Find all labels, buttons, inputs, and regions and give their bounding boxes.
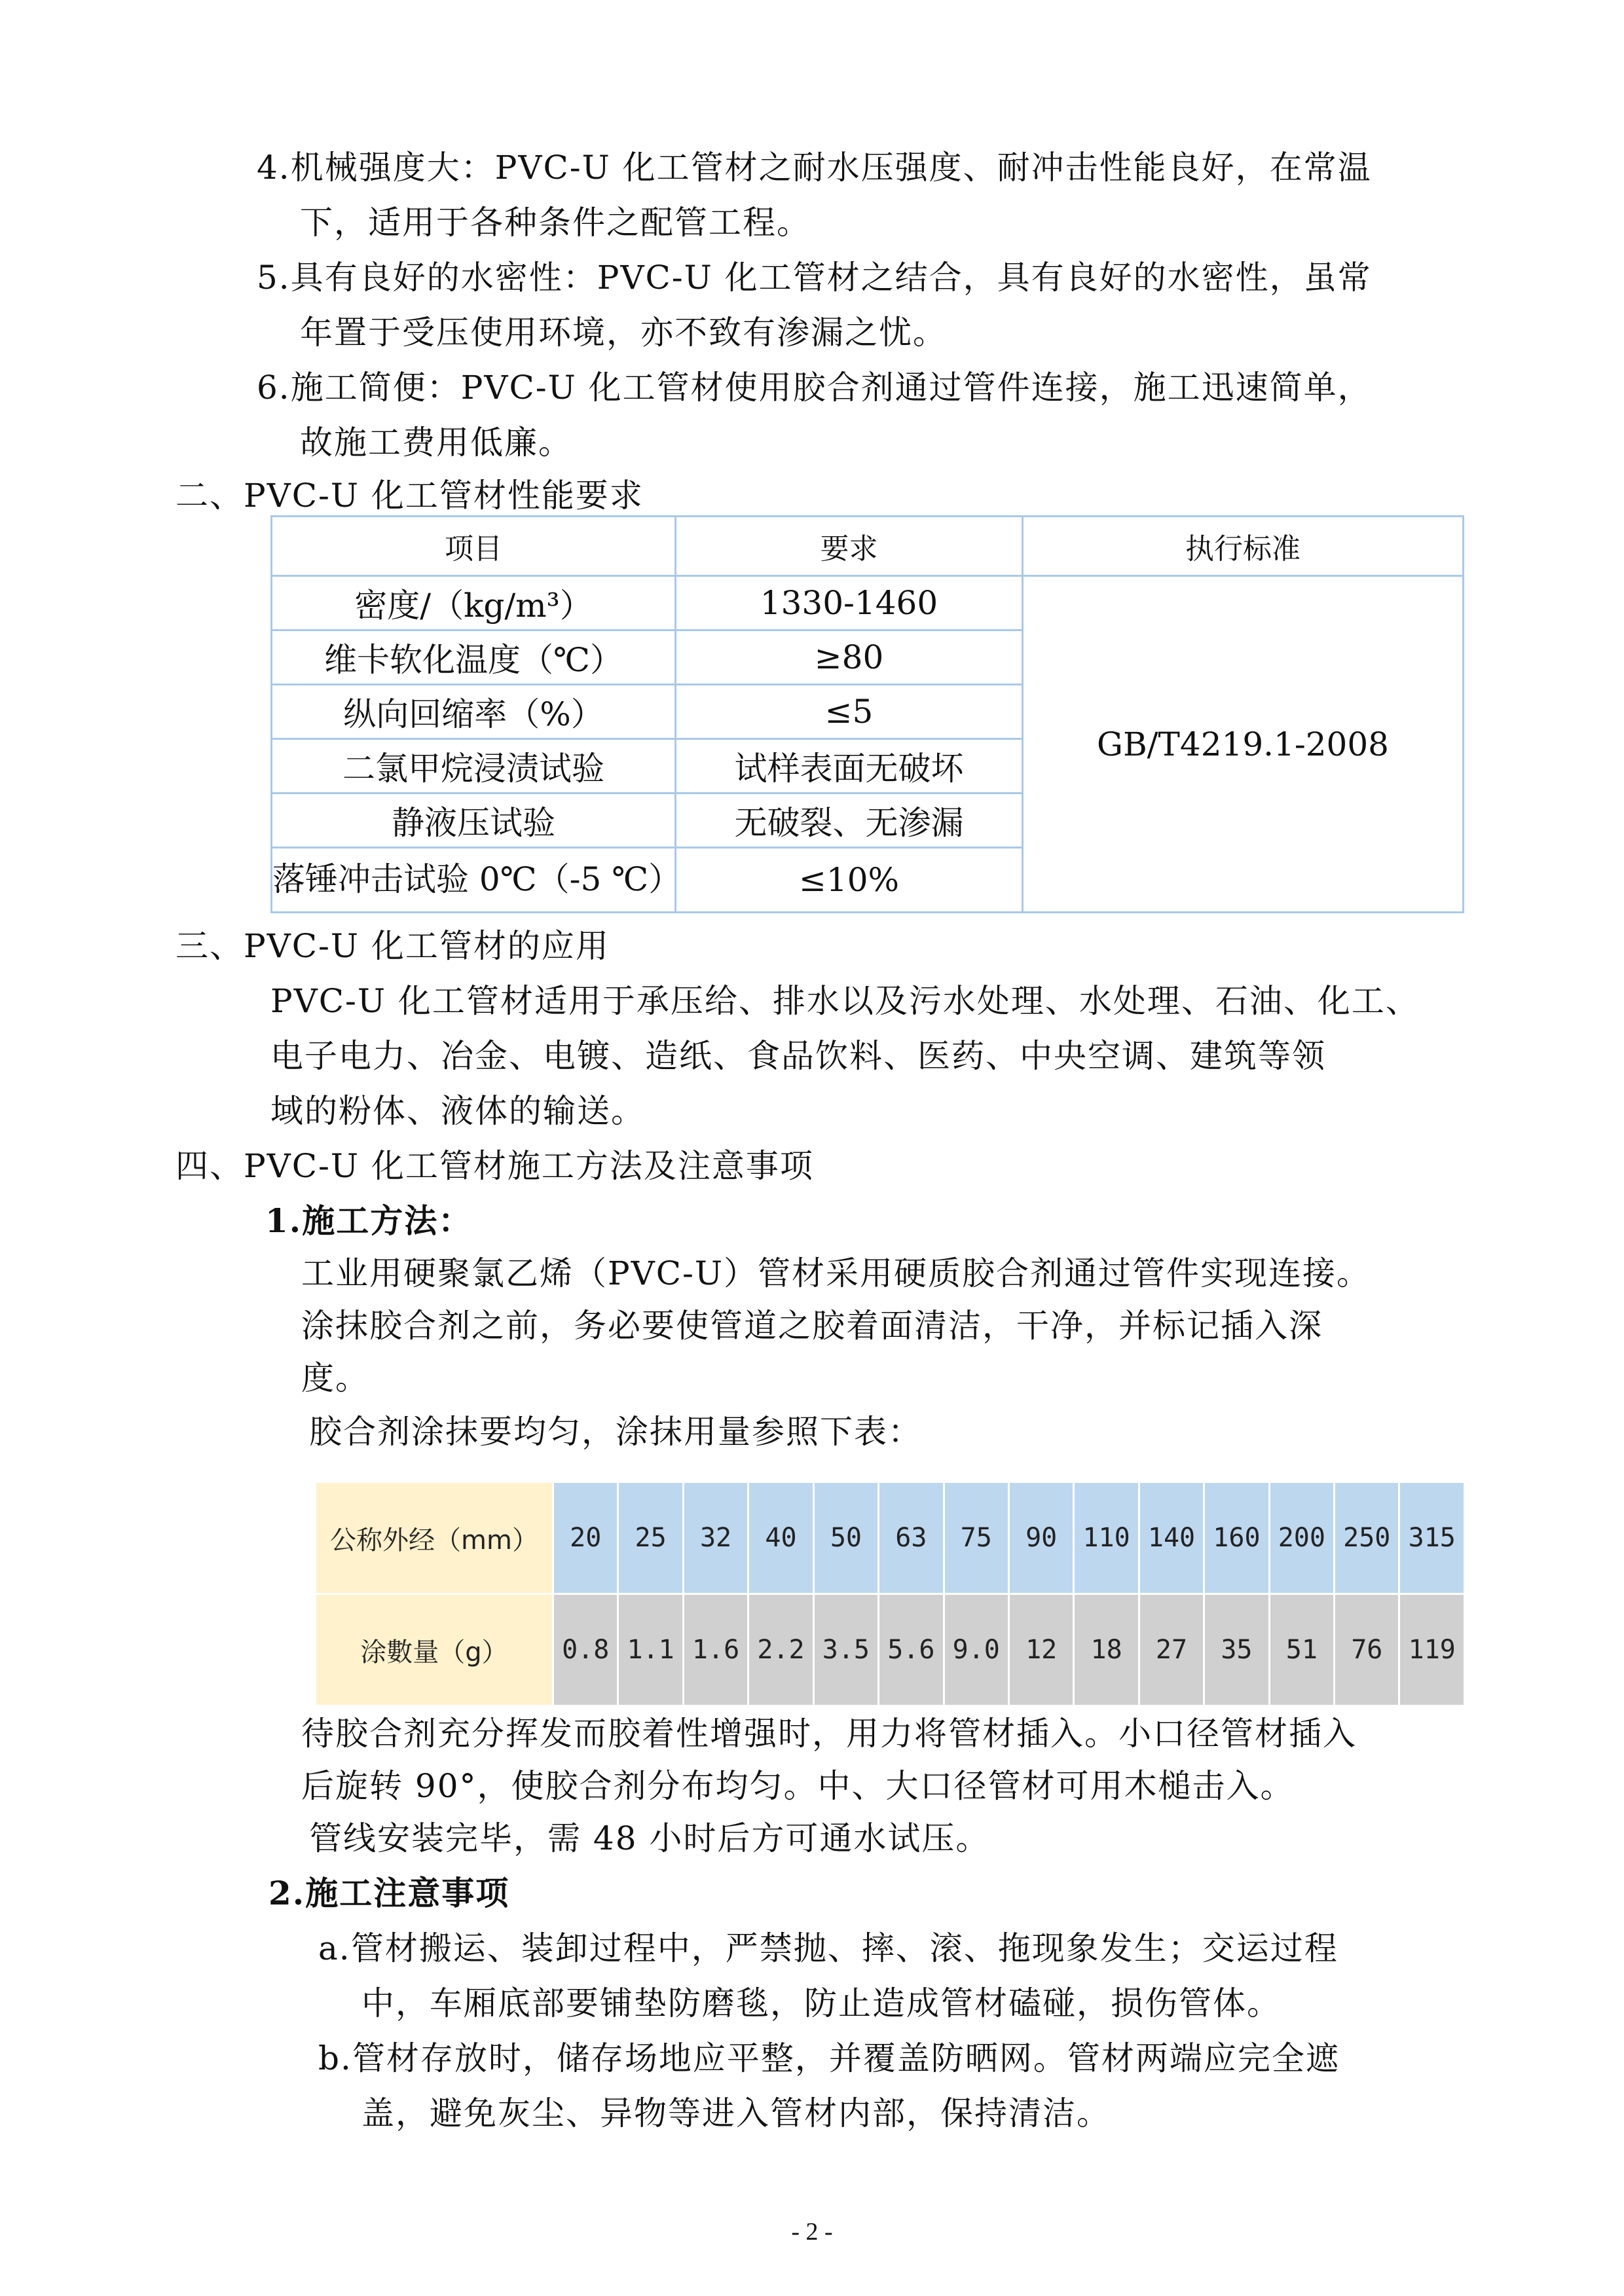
diameter-cell: 315 — [1399, 1482, 1465, 1594]
amount-cell: 119 — [1399, 1594, 1465, 1706]
pressure-test-line: 管线安装完毕，需 48 小时后方可通水试压。 — [309, 1819, 990, 1857]
item-cell: 静液压试验 — [272, 793, 676, 848]
standard-cell: GB/T4219.1-2008 — [1023, 576, 1464, 913]
header-requirement: 要求 — [676, 517, 1023, 576]
list-item-4-line1: 4.机械强度大：PVC-U 化工管材之耐水压强度、耐冲击性能良好，在常温 — [257, 149, 1372, 187]
item-cell: 纵向回缩率（%） — [272, 685, 676, 739]
amount-cell: 1.6 — [683, 1594, 748, 1706]
item-cell: 落锤冲击试验 0℃（-5 ℃） — [272, 848, 676, 913]
item-cell: 密度/（kg/m³） — [272, 576, 676, 630]
table-header-row — [272, 517, 1464, 576]
requirement-cell: 无破裂、无渗漏 — [676, 793, 1023, 848]
diameter-cell: 32 — [683, 1482, 748, 1594]
diameter-cell: 160 — [1204, 1482, 1269, 1594]
diameter-header: 公称外经（mm） — [316, 1482, 553, 1594]
amount-cell: 5.6 — [879, 1594, 944, 1706]
list-item-5-line2: 年置于受压使用环境，亦不致有渗漏之忧。 — [300, 314, 947, 352]
header-standard: 执行标准 — [1023, 517, 1464, 576]
item-cell: 维卡软化温度（℃） — [272, 630, 676, 685]
requirement-cell: 试样表面无破坏 — [676, 739, 1023, 793]
glue-intro: 胶合剂涂抹要均匀，涂抹用量参照下表： — [309, 1413, 922, 1451]
amount-cell: 3.5 — [813, 1594, 878, 1706]
section3-line2: 电子电力、冶金、电镀、造纸、食品饮料、医药、中央空调、建筑等领 — [270, 1037, 1326, 1075]
diameter-cell: 200 — [1269, 1482, 1334, 1594]
requirement-cell: ≤5 — [676, 685, 1023, 739]
header-item: 项目 — [272, 517, 676, 576]
insert-line2: 后旋转 90°，使胶合剂分布均匀。中、大口径管材可用木槌击入。 — [301, 1767, 1295, 1805]
list-item-6-line1: 6.施工简便：PVC-U 化工管材使用胶合剂通过管件连接，施工迅速简单， — [257, 369, 1372, 407]
diameter-cell: 140 — [1139, 1482, 1204, 1594]
method-line2: 涂抹胶合剂之前，务必要使管道之胶着面清洁，干净，并标记插入深 — [301, 1307, 1323, 1345]
section3-line1: PVC-U 化工管材适用于承压给、排水以及污水处理、水处理、石油、化工、 — [270, 982, 1420, 1020]
requirement-cell: ≥80 — [676, 630, 1023, 685]
amount-cell: 9.0 — [944, 1594, 1008, 1706]
amount-cell: 0.8 — [553, 1594, 618, 1706]
list-item-6-line2: 故施工费用低廉。 — [300, 424, 572, 462]
table-row-diameter — [316, 1482, 1465, 1594]
amount-cell: 12 — [1008, 1594, 1073, 1706]
section3-line3: 域的粉体、液体的输送。 — [270, 1092, 645, 1130]
performance-table — [270, 515, 1464, 913]
diameter-cell: 90 — [1008, 1482, 1073, 1594]
method-line1: 工业用硬聚氯乙烯（PVC-U）管材采用硬质胶合剂通过管件实现连接。 — [301, 1254, 1371, 1292]
amount-cell: 27 — [1139, 1594, 1204, 1706]
list-item-4-line2: 下，适用于各种条件之配管工程。 — [300, 204, 811, 242]
section3-heading: 三、PVC-U 化工管材的应用 — [175, 927, 610, 965]
section2-heading: 二、PVC-U 化工管材性能要求 — [175, 477, 644, 515]
amount-cell: 76 — [1335, 1594, 1399, 1706]
requirement-cell: ≤10% — [676, 848, 1023, 913]
subheading-method: 1.施工方法： — [265, 1201, 473, 1240]
diameter-cell: 250 — [1335, 1482, 1399, 1594]
amount-cell: 35 — [1204, 1594, 1269, 1706]
method-line3: 度。 — [301, 1359, 369, 1397]
diameter-cell: 40 — [748, 1482, 813, 1594]
amount-cell: 18 — [1074, 1594, 1139, 1706]
list-item-5-line1: 5.具有良好的水密性：PVC-U 化工管材之结合，具有良好的水密性，虽常 — [257, 259, 1372, 297]
requirement-cell: 1330-1460 — [676, 576, 1023, 630]
section4-heading: 四、PVC-U 化工管材施工方法及注意事项 — [175, 1147, 814, 1185]
amount-cell: 51 — [1269, 1594, 1334, 1706]
precaution-a-line2: 中，车厢底部要铺垫防磨毯，防止造成管材磕碰，损伤管体。 — [361, 1984, 1281, 2022]
precaution-b-line1: b.管材存放时，储存场地应平整，并覆盖防晒网。管材两端应完全遮 — [318, 2039, 1340, 2077]
precaution-b-line2: 盖，避免灰尘、异物等进入管材内部，保持清洁。 — [361, 2094, 1111, 2132]
diameter-cell: 20 — [553, 1482, 618, 1594]
page-number: - 2 - — [791, 2218, 833, 2246]
diameter-cell: 110 — [1074, 1482, 1139, 1594]
table-row-amount — [316, 1594, 1465, 1706]
item-cell: 二氯甲烷浸渍试验 — [272, 739, 676, 793]
table-row — [272, 576, 1464, 630]
insert-line1: 待胶合剂充分挥发而胶着性增强时，用力将管材插入。小口径管材插入 — [301, 1715, 1357, 1753]
diameter-cell: 75 — [944, 1482, 1008, 1594]
amount-cell: 1.1 — [618, 1594, 683, 1706]
amount-cell: 2.2 — [748, 1594, 813, 1706]
amount-header: 涂數量（g） — [316, 1594, 553, 1706]
diameter-cell: 63 — [879, 1482, 944, 1594]
precaution-a-line1: a.管材搬运、装卸过程中，严禁抛、摔、滚、拖现象发生；交运过程 — [318, 1929, 1338, 1967]
glue-amount-table — [314, 1481, 1466, 1707]
diameter-cell: 25 — [618, 1482, 683, 1594]
diameter-cell: 50 — [813, 1482, 878, 1594]
subheading-precautions: 2.施工注意事项 — [268, 1874, 510, 1912]
